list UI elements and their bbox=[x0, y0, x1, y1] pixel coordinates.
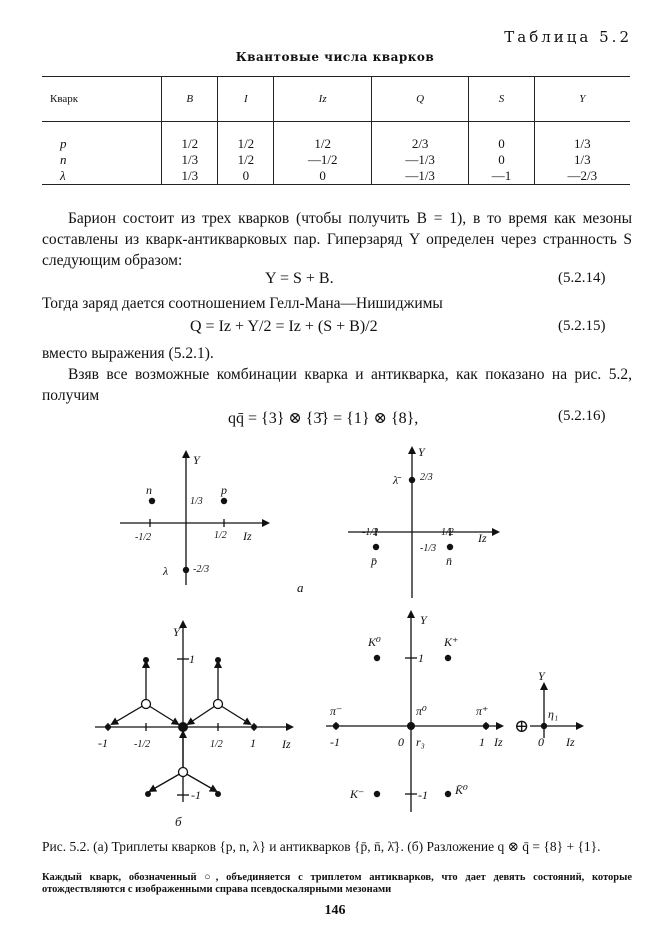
tick-y-top: 1/3 bbox=[190, 496, 203, 507]
table-row bbox=[42, 122, 630, 153]
table-header-row bbox=[42, 77, 630, 122]
header-I: I bbox=[218, 77, 274, 122]
cell: 0 bbox=[218, 168, 274, 185]
tick-x-left: -1/2 bbox=[135, 532, 152, 543]
paragraph-baryon: Барион состоит из трех кварков (чтобы получить B = 1), в то время как мезоны составлены из кварк-антикварковых пар. Гиперзаряд Y определен через странность S следующим образом: bbox=[42, 210, 632, 269]
cell: 2/3 bbox=[371, 122, 468, 153]
cell: —1/3 bbox=[371, 168, 468, 185]
cell: 1/2 bbox=[218, 122, 274, 153]
header-S: S bbox=[469, 77, 534, 122]
cell: n bbox=[60, 152, 67, 167]
tick-0: 0 bbox=[538, 735, 544, 749]
cell: 1/3 bbox=[162, 152, 218, 168]
label-eta1: η₁ bbox=[548, 707, 559, 721]
panel-b-label: б bbox=[175, 814, 182, 829]
meson-point bbox=[251, 724, 257, 730]
label-Kminus: K⁻ bbox=[350, 787, 365, 801]
equation-number: (5.2.15) bbox=[558, 318, 606, 334]
y-axis-label: Y bbox=[173, 625, 180, 639]
meson-piplus-point bbox=[483, 723, 489, 729]
tick-y-1: 1 bbox=[189, 652, 195, 666]
paragraph-combinations: Взяв все возможные комбинации кварка и антикварка, как показано на рис. 5.2, получим bbox=[42, 366, 632, 404]
tick-x-m1: -1 bbox=[98, 736, 108, 750]
cell: 1/2 bbox=[162, 122, 218, 153]
figure-note: Каждый кварк, обозначенный ○, объединяется с триплетом антикварков, что дает девять состояний, которые отождествляются с изображенными справа псевдоскалярными мезонами bbox=[42, 872, 632, 895]
paragraph-instead: вместо выражения (5.2.1). bbox=[42, 345, 214, 362]
tick-x-1: 1 bbox=[250, 736, 256, 750]
quark-open-circle bbox=[142, 700, 151, 709]
antiquark-p-bar-point bbox=[373, 544, 379, 550]
tick-y-m1: -1 bbox=[191, 788, 201, 802]
quark-open-circle bbox=[179, 768, 188, 777]
label-piminus: π⁻ bbox=[330, 704, 343, 718]
cell: 0 bbox=[469, 152, 534, 168]
meson-Kminus-point bbox=[374, 791, 380, 797]
tick-y-top: 2/3 bbox=[420, 472, 433, 483]
label-lambda: λ bbox=[163, 564, 169, 578]
iz-axis-label: Iz bbox=[282, 737, 291, 751]
y-axis-label: Y bbox=[418, 445, 425, 459]
tick-y-m1: -1 bbox=[418, 788, 428, 802]
oplus-symbol: ⊕ bbox=[514, 716, 530, 736]
meson-point bbox=[145, 791, 151, 797]
cell: p bbox=[60, 136, 67, 151]
cell: 1/3 bbox=[534, 152, 630, 168]
header-quark: Кварк bbox=[50, 93, 79, 105]
quark-lambda-point bbox=[183, 567, 189, 573]
equation-5-2-14: Y = S + B. bbox=[265, 270, 334, 287]
equation-5-2-16: qq̄ = {3} ⊗ {3̄} = {1} ⊗ {8}, bbox=[228, 410, 419, 427]
meson-Kplus-point bbox=[445, 655, 451, 661]
quark-open-circle bbox=[214, 700, 223, 709]
header-Iz: Iz bbox=[274, 77, 371, 122]
header-B: B bbox=[162, 77, 218, 122]
quark-quantum-numbers-table bbox=[42, 76, 630, 185]
antiquark-triplet-diagram bbox=[348, 448, 498, 598]
cell: 1/2 bbox=[218, 152, 274, 168]
header-Q: Q bbox=[371, 77, 468, 122]
tick-y-bot: -2/3 bbox=[193, 564, 210, 575]
label-pi0: π⁰ bbox=[416, 704, 427, 718]
cell: 0 bbox=[274, 168, 371, 185]
antiquark-lambda-bar-point bbox=[409, 477, 415, 483]
tick-x-right: 1/2 bbox=[214, 530, 227, 541]
y-axis-label: Y bbox=[538, 669, 545, 683]
label-n: n bbox=[146, 483, 152, 497]
meson-point bbox=[143, 657, 149, 663]
cell: —1/2 bbox=[274, 152, 371, 168]
panel-a-label: а bbox=[297, 580, 304, 595]
cell: —2/3 bbox=[534, 168, 630, 185]
cell: λ bbox=[60, 168, 66, 183]
label-K0bar: K̄⁰ bbox=[455, 783, 468, 797]
meson-center-point bbox=[178, 722, 188, 732]
meson-point bbox=[215, 791, 221, 797]
tick-x-left: -1/2 bbox=[362, 527, 379, 538]
equation-5-2-15: Q = Iz + Y/2 = Iz + (S + B)/2 bbox=[190, 318, 378, 335]
tick-y-bot: -1/3 bbox=[420, 543, 437, 554]
meson-piminus-point bbox=[333, 723, 339, 729]
quark-n-point bbox=[149, 498, 155, 504]
y-axis-label: Y bbox=[420, 613, 427, 627]
header-Y: Y bbox=[534, 77, 630, 122]
cell: —1 bbox=[469, 168, 534, 185]
iz-axis-label: Iz bbox=[243, 529, 252, 543]
tick-x-1: 1 bbox=[479, 735, 485, 749]
iz-axis-label: Iz bbox=[566, 735, 575, 749]
label-piplus: π⁺ bbox=[476, 704, 489, 718]
cell: 0 bbox=[469, 122, 534, 153]
label-p-bar: p̄ bbox=[371, 554, 377, 568]
label-p: p bbox=[221, 483, 227, 497]
meson-point bbox=[215, 657, 221, 663]
meson-K0bar-point bbox=[445, 791, 451, 797]
cell: 1/3 bbox=[534, 122, 630, 153]
table-row bbox=[42, 168, 630, 185]
label-K0: K⁰ bbox=[368, 635, 381, 649]
label-lambda-bar: λ̄ bbox=[393, 473, 399, 487]
table-number: Таблица 5.2 bbox=[504, 28, 632, 46]
y-axis-label: Y bbox=[193, 453, 200, 467]
iz-axis-label: Iz bbox=[478, 531, 487, 545]
figure-caption: Рис. 5.2. (а) Триплеты кварков {p, n, λ} и антикварков {p̄, n̄, λ̄}. (б) Разложение q ⊗ q̄ = {8} + {1}. bbox=[42, 839, 601, 854]
tick-x-m1: -1 bbox=[330, 735, 340, 749]
tick-x-half: 1/2 bbox=[210, 739, 223, 750]
equation-number: (5.2.16) bbox=[558, 408, 606, 424]
cell: 1/2 bbox=[274, 122, 371, 153]
label-n-bar: n̄ bbox=[446, 554, 452, 568]
quark-p-point bbox=[221, 498, 227, 504]
table-title: Квантовые числа кварков bbox=[235, 50, 435, 64]
label-r3: r₃ bbox=[416, 735, 425, 749]
meson-eta1-point bbox=[541, 723, 547, 729]
meson-point bbox=[105, 724, 111, 730]
antiquark-n-bar-point bbox=[447, 544, 453, 550]
label-Kplus: K⁺ bbox=[444, 635, 459, 649]
paragraph-gell-mann: Тогда заряд дается соотношением Гелл-Мана—Нишиджимы bbox=[42, 295, 443, 312]
tick-x-0: 0 bbox=[398, 735, 404, 749]
table-row bbox=[42, 152, 630, 168]
tick-x-right: 1/2 bbox=[441, 527, 454, 538]
cell: 1/3 bbox=[162, 168, 218, 185]
meson-K0-point bbox=[374, 655, 380, 661]
equation-number: (5.2.14) bbox=[558, 270, 606, 286]
figure-5-2 bbox=[0, 440, 670, 835]
combination-diagram bbox=[95, 622, 292, 802]
meson-pi0-point bbox=[407, 722, 415, 730]
tick-y-1: 1 bbox=[418, 651, 424, 665]
cell: —1/3 bbox=[371, 152, 468, 168]
page-number: 146 bbox=[324, 903, 346, 918]
iz-axis-label: Iz bbox=[494, 735, 503, 749]
tick-x-mhalf: -1/2 bbox=[134, 739, 151, 750]
